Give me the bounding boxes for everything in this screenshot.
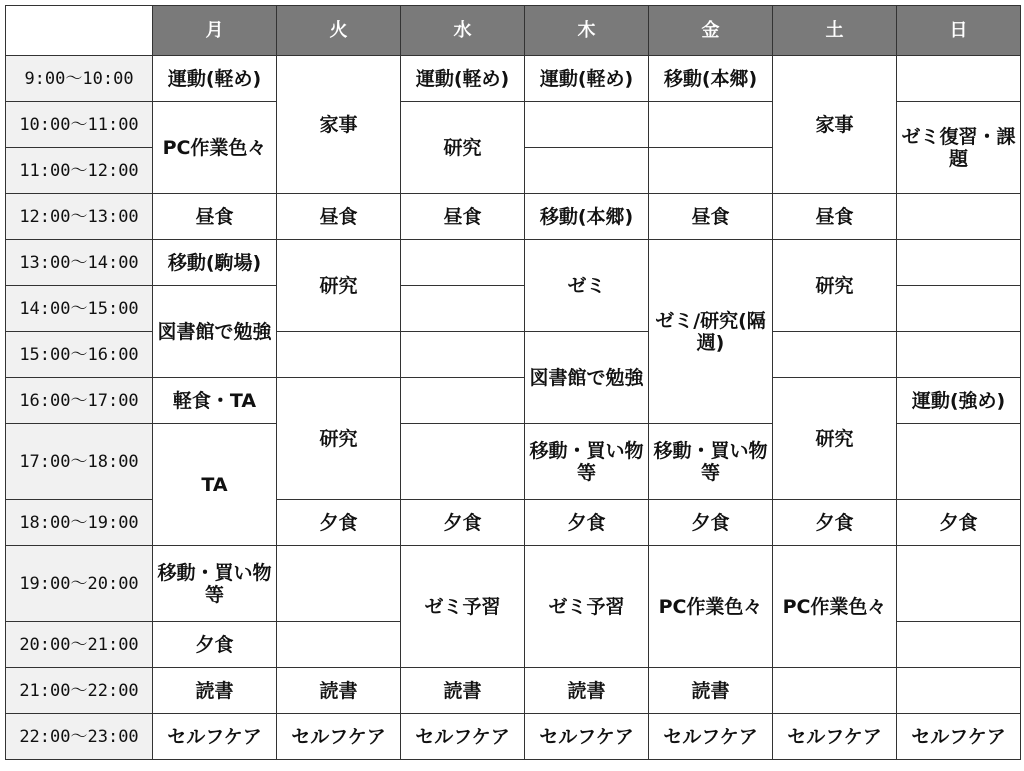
cell-empty [277, 546, 401, 622]
cell-mon-reading: 読書 [153, 668, 277, 714]
cell-sat-research: 研究 [773, 240, 897, 332]
cell-fri-lunch: 昼食 [649, 194, 773, 240]
time-row [6, 378, 1021, 424]
cell-empty [897, 546, 1021, 622]
time-row [6, 546, 1021, 622]
cell-empty [897, 194, 1021, 240]
time-label: 16:00〜17:00 [6, 378, 153, 424]
cell-empty [897, 622, 1021, 668]
cell-empty [277, 622, 401, 668]
cell-empty [897, 56, 1021, 102]
cell-empty [277, 332, 401, 378]
cell-thu-reading: 読書 [525, 668, 649, 714]
time-row [6, 668, 1021, 714]
cell-empty [897, 668, 1021, 714]
cell-fri-dinner: 夕食 [649, 500, 773, 546]
cell-wed-lunch: 昼食 [401, 194, 525, 240]
day-header-sat: 土 [773, 6, 897, 56]
cell-mon-pc-work: PC作業色々 [153, 102, 277, 194]
cell-wed-seminar-prep: ゼミ予習 [401, 546, 525, 668]
time-label: 14:00〜15:00 [6, 286, 153, 332]
cell-empty [773, 332, 897, 378]
cell-tue-chores: 家事 [277, 56, 401, 194]
cell-empty [401, 240, 525, 286]
day-header-mon: 月 [153, 6, 277, 56]
cell-empty [525, 148, 649, 194]
cell-mon-lunch: 昼食 [153, 194, 277, 240]
cell-mon-dinner: 夕食 [153, 622, 277, 668]
cell-wed-research: 研究 [401, 102, 525, 194]
corner-cell [6, 6, 153, 56]
time-row [6, 714, 1021, 760]
header-row [6, 6, 1021, 56]
cell-sun-self-care: セルフケア [897, 714, 1021, 760]
time-label: 9:00〜10:00 [6, 56, 153, 102]
cell-fri-move-shopping: 移動・買い物等 [649, 424, 773, 500]
cell-fri-reading: 読書 [649, 668, 773, 714]
time-label: 18:00〜19:00 [6, 500, 153, 546]
cell-tue-research-evening: 研究 [277, 378, 401, 500]
cell-wed-reading: 読書 [401, 668, 525, 714]
cell-mon-move-shopping: 移動・買い物等 [153, 546, 277, 622]
cell-mon-library-study: 図書館で勉強 [153, 286, 277, 378]
time-label: 12:00〜13:00 [6, 194, 153, 240]
cell-empty [897, 240, 1021, 286]
day-header-sun: 日 [897, 6, 1021, 56]
cell-fri-move: 移動(本郷) [649, 56, 773, 102]
cell-mon-exercise: 運動(軽め) [153, 56, 277, 102]
cell-tue-research: 研究 [277, 240, 401, 332]
time-label: 20:00〜21:00 [6, 622, 153, 668]
day-header-thu: 木 [525, 6, 649, 56]
cell-thu-move-shopping: 移動・買い物等 [525, 424, 649, 500]
cell-fri-self-care: セルフケア [649, 714, 773, 760]
cell-wed-dinner: 夕食 [401, 500, 525, 546]
cell-sat-dinner: 夕食 [773, 500, 897, 546]
cell-fri-pc-work: PC作業色々 [649, 546, 773, 668]
cell-sun-exercise-strong: 運動(強め) [897, 378, 1021, 424]
cell-sun-dinner: 夕食 [897, 500, 1021, 546]
cell-thu-move: 移動(本郷) [525, 194, 649, 240]
cell-empty [897, 424, 1021, 500]
cell-mon-move-komaba: 移動(駒場) [153, 240, 277, 286]
day-header-fri: 金 [649, 6, 773, 56]
time-label: 19:00〜20:00 [6, 546, 153, 622]
cell-fri-seminar-research: ゼミ/研究(隔週) [649, 240, 773, 424]
weekly-schedule-table [5, 5, 1021, 760]
cell-sun-seminar-review: ゼミ復習・課題 [897, 102, 1021, 194]
cell-tue-reading: 読書 [277, 668, 401, 714]
time-label: 13:00〜14:00 [6, 240, 153, 286]
day-header-wed: 水 [401, 6, 525, 56]
cell-thu-seminar-prep: ゼミ予習 [525, 546, 649, 668]
cell-thu-exercise: 運動(軽め) [525, 56, 649, 102]
cell-empty [525, 102, 649, 148]
cell-sat-self-care: セルフケア [773, 714, 897, 760]
cell-wed-exercise: 運動(軽め) [401, 56, 525, 102]
cell-empty [401, 378, 525, 424]
cell-thu-seminar: ゼミ [525, 240, 649, 332]
cell-sat-chores: 家事 [773, 56, 897, 194]
cell-empty [649, 102, 773, 148]
time-label: 11:00〜12:00 [6, 148, 153, 194]
cell-thu-dinner: 夕食 [525, 500, 649, 546]
time-label: 22:00〜23:00 [6, 714, 153, 760]
time-label: 10:00〜11:00 [6, 102, 153, 148]
cell-sat-lunch: 昼食 [773, 194, 897, 240]
cell-empty [649, 148, 773, 194]
cell-empty [401, 286, 525, 332]
time-row [6, 240, 1021, 286]
time-label: 21:00〜22:00 [6, 668, 153, 714]
cell-empty [897, 332, 1021, 378]
cell-empty [401, 424, 525, 500]
cell-tue-self-care: セルフケア [277, 714, 401, 760]
cell-thu-library-study: 図書館で勉強 [525, 332, 649, 424]
cell-empty [897, 286, 1021, 332]
cell-empty [401, 332, 525, 378]
cell-empty [773, 668, 897, 714]
cell-tue-dinner: 夕食 [277, 500, 401, 546]
cell-tue-lunch: 昼食 [277, 194, 401, 240]
cell-thu-self-care: セルフケア [525, 714, 649, 760]
time-row [6, 56, 1021, 102]
cell-sat-research-evening: 研究 [773, 378, 897, 500]
time-label: 15:00〜16:00 [6, 332, 153, 378]
cell-mon-self-care: セルフケア [153, 714, 277, 760]
time-row [6, 194, 1021, 240]
cell-sat-pc-work: PC作業色々 [773, 546, 897, 668]
cell-mon-ta: TA [153, 424, 277, 546]
cell-mon-snack-ta: 軽食・TA [153, 378, 277, 424]
time-label: 17:00〜18:00 [6, 424, 153, 500]
cell-wed-self-care: セルフケア [401, 714, 525, 760]
day-header-tue: 火 [277, 6, 401, 56]
